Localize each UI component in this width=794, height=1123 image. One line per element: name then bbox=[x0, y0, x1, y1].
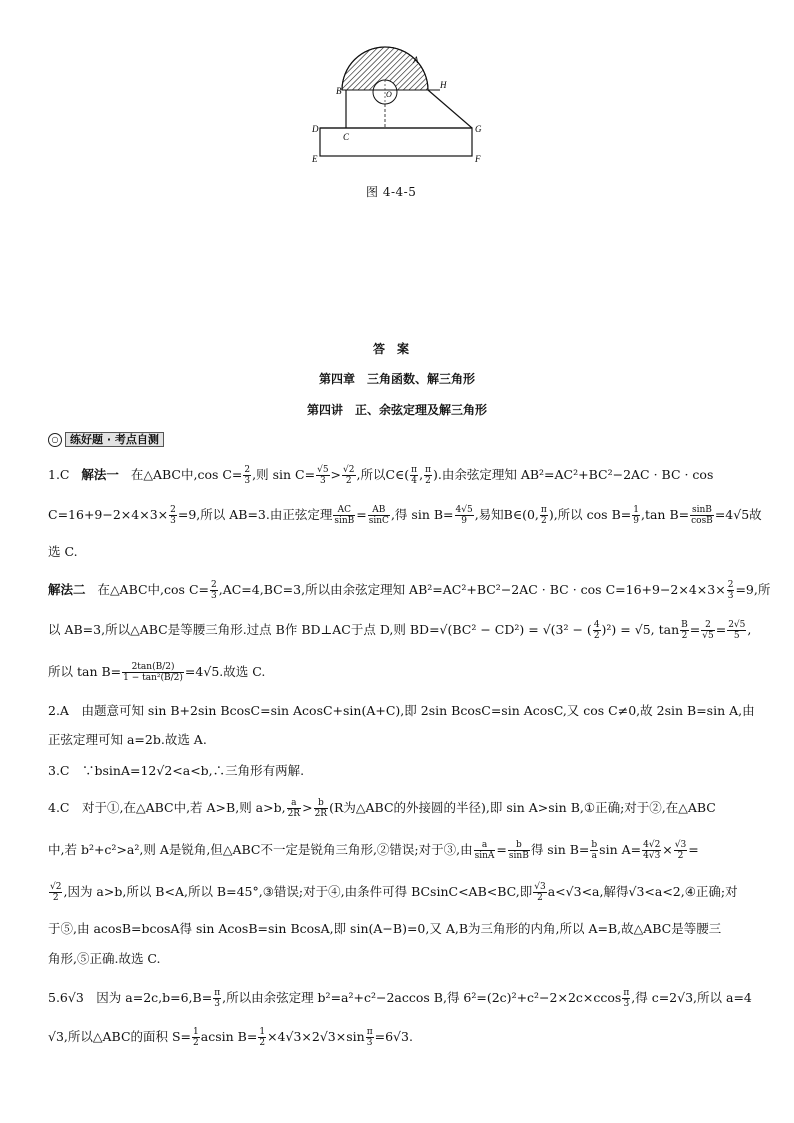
q4-line-1: 4.C 对于①,在△ABC中,若 A>B,则 a>b, $\frac{a}{2R}$ > $\frac{b}{2R}$ (R为△ABC的外接圆的半径),即 sin A>sin B,①正确;对于②,在△ABC bbox=[48, 798, 716, 819]
q1-line-1: 1.C 解法一 在△ABC中,cos C= $\frac{2}{3}$ ,则 sin C= $\frac{√5}{3}$ > $\frac{√2}{2}$ ,所以C∈( $\frac{\pi}{4}$ , $\frac{\pi}{2}$ ).由余弦定理知 AB²=AC²+BC²−2AC · BC · cos bbox=[48, 465, 714, 486]
q1-line-4: 解法二 在△ABC中,cos C= $\frac{2}{3}$ ,AC=4,BC=3,所以由余弦定理知 AB²=AC²+BC²−2AC · BC · cos C=16+9−2×4×3× $\frac{2}{3}$ =9,所 bbox=[48, 580, 771, 601]
geometry-figure bbox=[300, 40, 500, 170]
q1-line-3: 选 C. bbox=[48, 544, 78, 559]
label-e: E bbox=[312, 154, 318, 164]
section-title: 第四讲 正、余弦定理及解三角形 bbox=[306, 403, 487, 417]
label-a: A bbox=[413, 55, 419, 65]
q2-line-1: 2.A 由题意可知 sin B+2sin BcosC=sin AcosC+sin(A+C),即 2sin BcosC=sin AcosC,又 cos C≠0,故 2sin B=sin A,由 bbox=[48, 703, 755, 718]
q2-line-2: 正弦定理可知 a=2b.故选 A. bbox=[48, 732, 207, 747]
q1-line-5: 以 AB=3,所以△ABC是等腰三角形.过点 B作 BD⊥AC于点 D,则 BD=√(BC² − CD²) = √(3² − ( $\frac{4}{2}$ )²) = √5, tan $\frac{B}{2}$ = $\frac{2}{√5}$ = $\frac{2√5}{5}$ , bbox=[48, 620, 752, 641]
label-f: F bbox=[475, 154, 481, 164]
figure-caption: 图 4-4-5 bbox=[366, 185, 417, 199]
q3-line-1: 3.C ∵bsinA=12√2<a<b,∴三角形有两解. bbox=[48, 763, 305, 778]
section-tag bbox=[48, 432, 164, 447]
q4-line-2: 中,若 b²+c²>a²,则 A是锐角,但△ABC不一定是锐角三角形,②错误;对于③,由 $\frac{a}{\sin A}$ = $\frac{b}{\sin B}$ 得 sin B= $\frac{b}{a}$ sin A= $\frac{4√2}{4√3}$ × $\frac{√3}{2}$ = bbox=[48, 840, 699, 861]
answer-title: 答案 bbox=[372, 342, 421, 356]
q5-line-1: 5.6√3 因为 a=2c,b=6,B= $\frac{\pi}{3}$ ,所以由余弦定理 b²=a²+c²−2accos B,得 6²=(2c)²+c²−2×2c×ccos $\frac{\pi}{3}$ ,得 c=2√3,所以 a=4 bbox=[48, 988, 752, 1009]
q4-line-3: $\frac{√2}{2}$ ,因为 a>b,所以 B<A,所以 B=45°,③错误;对于④,由条件可得 BCsinC<AB<BC,即 $\frac{√3}{2}$ a<√3<a,解得√3<a<2,④正确;对 bbox=[50, 882, 738, 903]
q1-line-6: 所以 tan B= $\frac{2\tan(B/2)}{\text{1 − tan²(B/2)}}$ =4√5.故选 C. bbox=[48, 662, 266, 683]
label-b: B bbox=[336, 86, 342, 96]
tag-label: 练好题 · 考点自测 bbox=[65, 432, 164, 447]
label-d: D bbox=[312, 124, 319, 134]
label-c: C bbox=[343, 132, 350, 142]
label-h: H bbox=[440, 80, 447, 90]
q1-line-2: C=16+9−2×4×3× $\frac{2}{3}$ =9,所以 AB=3.由正弦定理 $\frac{AC}{\sin B}$ = $\frac{AB}{\sin C}$ ,得 sin B= $\frac{4√5}{9}$ ,易知B∈(0, $\frac{\pi}{2}$ ),所以 cos B= $\frac{1}{9}$ ,tan B= $\frac{\sin B}{\cos B}$ =4√5故 bbox=[48, 505, 762, 526]
chapter-title: 第四章 三角函数、解三角形 bbox=[318, 372, 475, 386]
label-g: G bbox=[475, 124, 482, 134]
q4-line-5: 角形,⑤正确.故选 C. bbox=[48, 951, 161, 966]
q4-line-4: 于⑤,由 acosB=bcosA得 sin AcosB=sin BcosA,即 sin(A−B)=0,又 A,B为三角形的内角,所以 A=B,故△ABC是等腰三 bbox=[48, 921, 722, 936]
lightbulb-icon: ○ bbox=[48, 433, 62, 447]
line-hg bbox=[428, 90, 472, 128]
q5-line-2: √3,所以△ABC的面积 S= $\frac{1}{2}$ acsin B= $\frac{1}{2}$ ×4√3×2√3×sin $\frac{\pi}{3}$ =6√3. bbox=[48, 1027, 413, 1048]
label-o: O bbox=[386, 90, 392, 99]
